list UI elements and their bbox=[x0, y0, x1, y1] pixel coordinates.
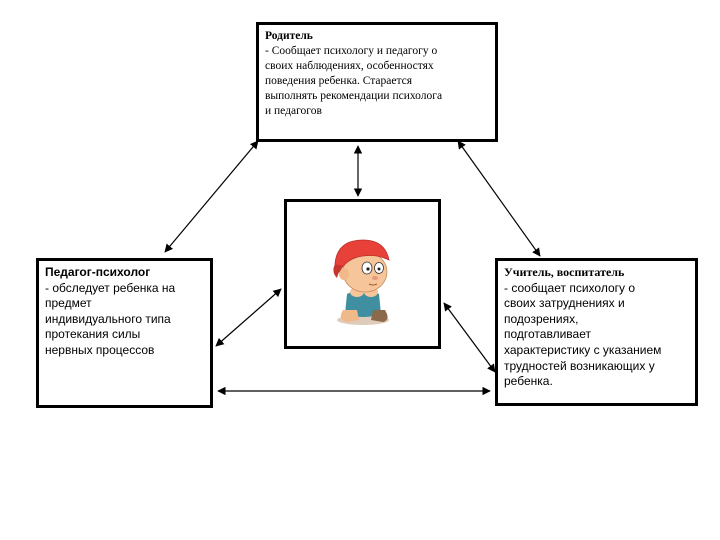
arrow-psychologist-child bbox=[216, 289, 281, 346]
arrow-teacher-child bbox=[444, 303, 495, 372]
parent-title: Родитель bbox=[265, 30, 313, 42]
psychologist-box bbox=[36, 258, 213, 408]
arrow-parent-teacher bbox=[458, 141, 540, 256]
psychologist-text: - обследует ребенка на предмет индивидуального типа протекания силы нервных процессов bbox=[45, 280, 176, 357]
psychologist-title: Педагог-психолог bbox=[45, 265, 151, 279]
child-cartoon-icon bbox=[287, 202, 438, 346]
parent-box bbox=[256, 22, 498, 142]
teacher-title: Учитель, воспитатель bbox=[504, 265, 625, 279]
teacher-box bbox=[495, 258, 698, 406]
arrow-parent-psychologist bbox=[165, 141, 258, 252]
teacher-text: - сообщает психологу о своих затруднениях и подозрениях, подготавливает характеристику с указанием трудностей возникающих у ребенка. bbox=[504, 280, 662, 389]
child-box bbox=[284, 199, 441, 349]
parent-text: - Сообщает психологу и педагогу о своих наблюдениях, особенностях поведения ребенка. Старается выполнять рекомендации психолога и педагогов bbox=[265, 44, 443, 117]
